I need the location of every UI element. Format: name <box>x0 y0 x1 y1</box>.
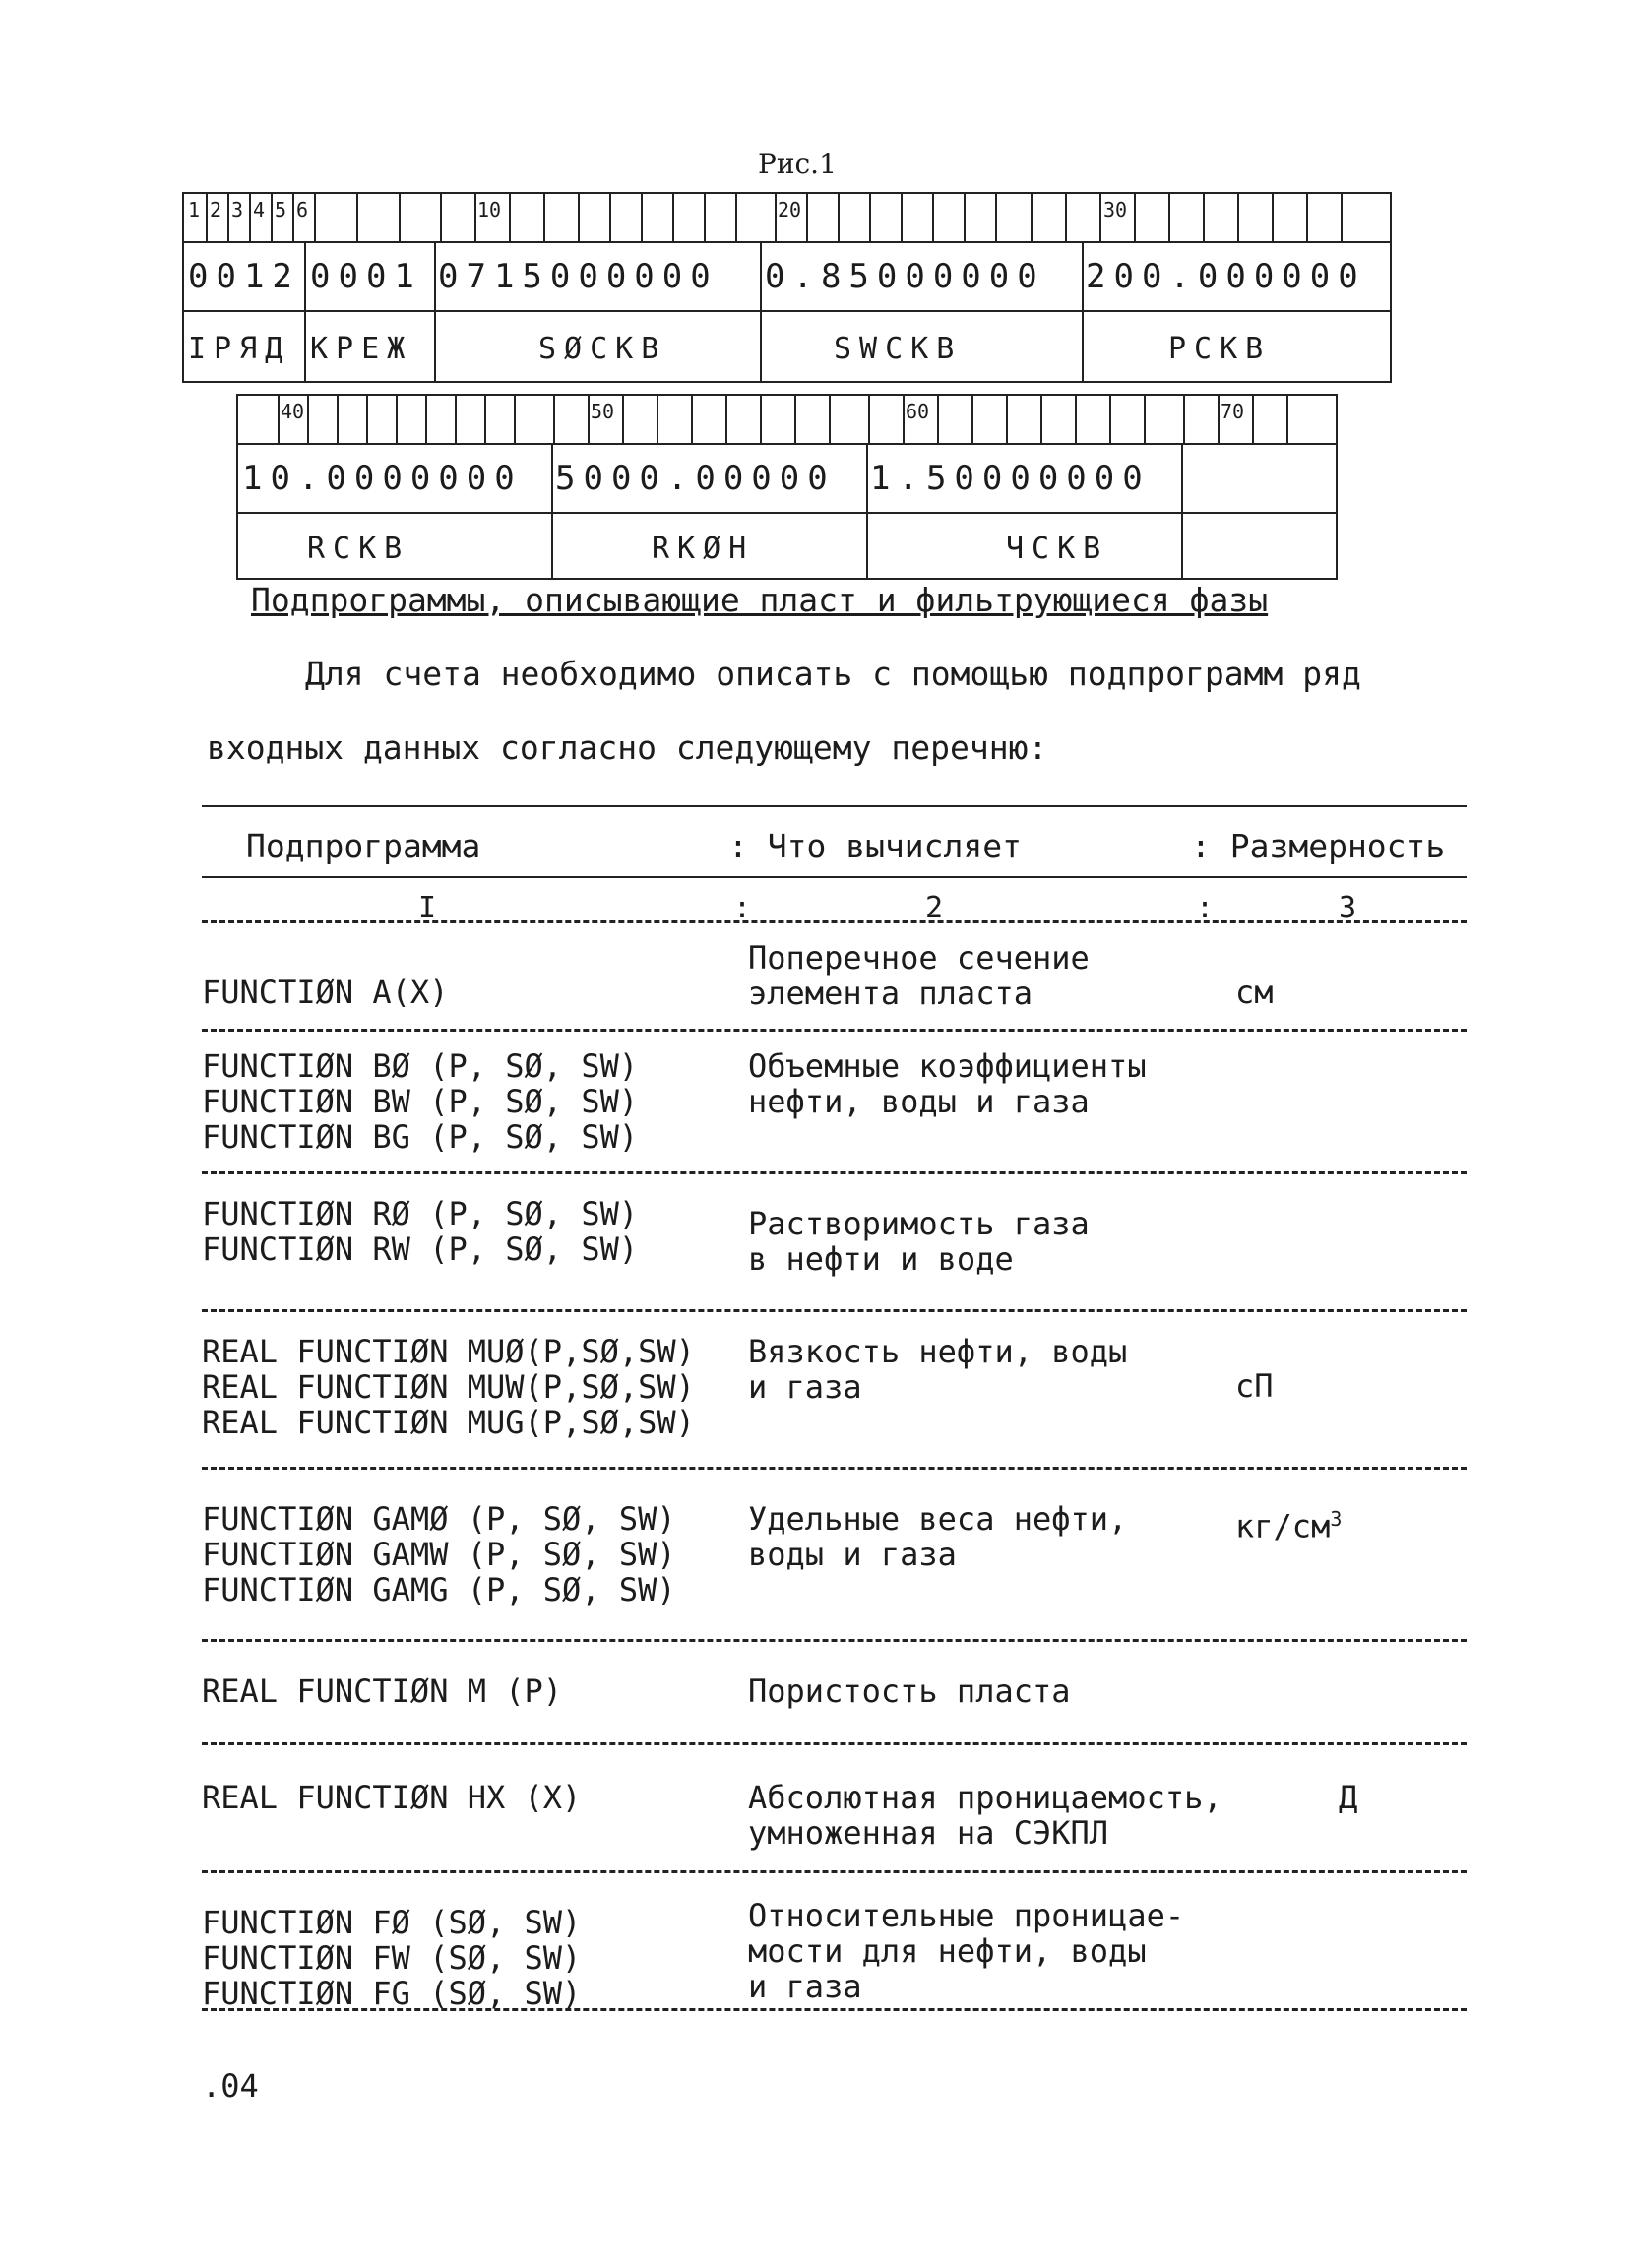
table-cell-unit: сП <box>1235 1367 1274 1405</box>
col-number: 40 <box>281 400 305 423</box>
table-cell-what: Абсолютная проницаемость, умноженная на СЭКПЛ <box>748 1779 1222 1852</box>
table-cell-what: Поперечное сечение элемента пласта <box>748 939 1090 1012</box>
column-separator: : <box>1196 891 1215 925</box>
col-number: 1 <box>188 198 201 221</box>
field-value: 0715000000 <box>438 257 719 296</box>
field-label: PCKB <box>1168 332 1272 366</box>
column-header-subprogram: Подпрограмма <box>246 827 481 865</box>
field-label: SØCKB <box>538 332 667 366</box>
table-cell-subprogram: REAL FUNCTIØN M (P) <box>202 1672 563 1710</box>
figure-caption: Рис.1 <box>758 148 837 180</box>
field-label: SWCKB <box>834 332 963 366</box>
column-number: I <box>418 891 437 925</box>
field-value: 0012 <box>188 257 300 296</box>
col-number: 6 <box>296 198 309 221</box>
column-separator: : <box>733 891 752 925</box>
field-label: IРЯД <box>188 332 291 366</box>
field-value: 10.0000000 <box>242 459 523 498</box>
page-number: .04 <box>202 2067 259 2105</box>
intro-line-2: входных данных согласно следующему перечню: <box>207 728 1048 767</box>
col-number: 30 <box>1103 198 1128 221</box>
column-ruler <box>238 396 1336 445</box>
column-number: 2 <box>925 891 944 925</box>
col-number: 4 <box>253 198 266 221</box>
punch-card-1 <box>182 192 1392 383</box>
col-number: 20 <box>778 198 802 221</box>
table-cell-unit: $кг/см^3$ <box>1235 1507 1343 1545</box>
table-cell-what: Удельные веса нефти, воды и газа <box>748 1500 1128 1573</box>
table-cell-what: Объемные коэффициенты нефти, воды и газа <box>748 1047 1147 1120</box>
field-value: 0001 <box>310 257 422 296</box>
table-cell-subprogram: REAL FUNCTIØN MUØ(P,SØ,SW) REAL FUNCTIØN MUW(P,SØ,SW) REAL FUNCTIØN MUG(P,SØ,SW) <box>202 1333 695 1441</box>
table-cell-subprogram: REAL FUNCTIØN HX (X) <box>202 1779 582 1816</box>
punch-card-2 <box>236 394 1338 580</box>
field-label: RCKB <box>307 532 410 566</box>
table-cell-what: Пористость пласта <box>748 1672 1071 1710</box>
col-number: 10 <box>477 198 502 221</box>
col-number: 60 <box>906 400 930 423</box>
table-cell-subprogram: FUNCTIØN BØ (P, SØ, SW) FUNCTIØN BW (P, SØ, SW) FUNCTIØN BG (P, SØ, SW) <box>202 1047 639 1156</box>
table-cell-what: Относительные проницае- мости для нефти, воды и газа <box>748 1897 1185 2005</box>
col-number: 50 <box>591 400 615 423</box>
field-value: 0.85000000 <box>765 257 1045 296</box>
table-cell-subprogram: FUNCTIØN A(X) <box>202 974 449 1011</box>
column-number: 3 <box>1339 891 1357 925</box>
col-number: 3 <box>231 198 244 221</box>
field-label: RKØH <box>652 532 755 566</box>
col-number: 2 <box>210 198 222 221</box>
col-number: 70 <box>1221 400 1245 423</box>
table-cell-subprogram: FUNCTIØN RØ (P, SØ, SW) FUNCTIØN RW (P, SØ, SW) <box>202 1195 639 1268</box>
column-header-unit: : Размерность <box>1191 827 1446 865</box>
intro-line-1: Для счета необходимо описать с помощью подпрограмм ряд <box>305 655 1361 693</box>
table-cell-subprogram: FUNCTIØN FØ (SØ, SW) FUNCTIØN FW (SØ, SW) FUNCTIØN FG (SØ, SW) <box>202 1904 582 2012</box>
table-cell-unit: Д <box>1339 1779 1358 1816</box>
section-title: Подпрограммы, описывающие пласт и фильтрующиеся фазы <box>251 581 1269 619</box>
column-header-what: : Что вычисляет <box>728 827 1023 865</box>
unit-superscript: 3 <box>1330 1507 1343 1531</box>
table-cell-subprogram: FUNCTIØN GAMØ (P, SØ, SW) FUNCTIØN GAMW (P, SØ, SW) FUNCTIØN GAMG (P, SØ, SW) <box>202 1500 676 1608</box>
field-value: 200.000000 <box>1086 257 1366 296</box>
field-value: 1.50000000 <box>870 459 1151 498</box>
table-cell-what: Вязкость нефти, воды и газа <box>748 1333 1128 1406</box>
field-label: KРЕЖ <box>310 332 413 366</box>
col-number: 5 <box>275 198 287 221</box>
table-cell-unit: см <box>1235 974 1274 1011</box>
table-cell-what: Растворимость газа в нефти и воде <box>748 1205 1090 1278</box>
field-value: 5000.00000 <box>555 459 836 498</box>
field-label: ЧCKB <box>1006 532 1109 566</box>
